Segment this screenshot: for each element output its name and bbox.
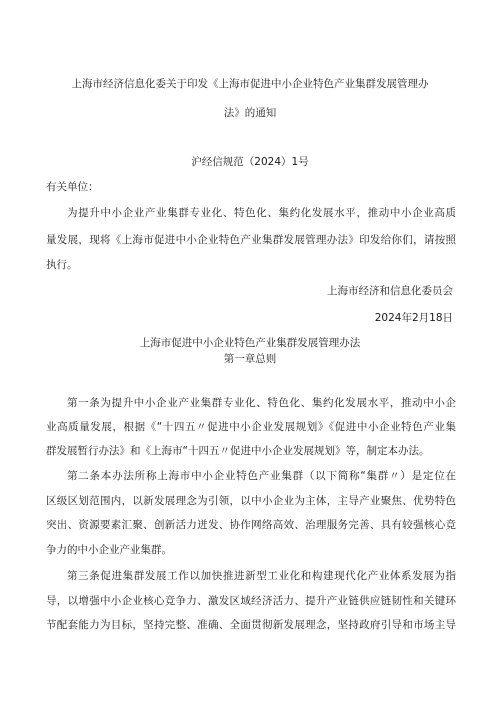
notice-title-line-1: 上海市经济信息化委关于印发《上海市促进中小企业特色产业集群发展管理办 (71, 78, 429, 90)
article-2-line-1: 第二条本办法所称上海市中小企业特色产业集群（以下简称“集群〃）是定位在 (67, 470, 456, 482)
issue-date: 2024年2月18日 (374, 312, 453, 324)
notice-title-line-2: 法》的通知 (223, 107, 277, 119)
article-3-line-2: 导，以增强中小企业核心竞争力、激发区域经济活力、提升产业链供应链韧性和关键环 (46, 595, 456, 607)
issuer-signature: 上海市经济和信息化委员会 (327, 285, 453, 297)
chapter-title: 第一章总则 (223, 353, 277, 365)
salutation: 有关单位： (46, 181, 99, 193)
notice-paragraph-line-3: 执行。 (46, 259, 78, 271)
article-2-line-3: 突出、资源要素汇聚、创新活力迸发、协作网络高效、治理服务完善、具有较强核心竞 (46, 519, 456, 531)
article-1-line-2: 业高质量发展，根据《“十四五〃促进中小企业发展规划》《促进中小企业特色产业集 (46, 421, 456, 433)
article-3-line-1: 第三条促进集群发展工作以加快推进新型工业化和构建现代化产业体系发展为指 (67, 570, 456, 582)
document-number: 沪经信规范（2024）1号 (191, 156, 309, 168)
measures-title: 上海市促进中小企业特色产业集群发展管理办法 (139, 337, 361, 349)
article-2-line-2: 区级区划范围内，以新发展理念为引领，以中小企业为主体，主导产业聚焦、优势特色 (46, 495, 456, 507)
article-3-line-3: 节配套能力为目标，坚持完整、准确、全面贯彻新发展理念，坚持政府引导和市场主导 (46, 619, 456, 631)
article-1-line-1: 第一条为提升中小企业产业集群专业化、特色化、集约化发展水平，推动中小企 (67, 397, 456, 409)
article-2-line-4: 争力的中小企业产业集群。 (46, 544, 172, 556)
notice-paragraph-line-1: 为提升中小企业产业集群专业化、特色化、集约化发展水平，推动中小企业高质 (67, 207, 456, 219)
article-1-line-3: 群发展暂行办法》和《上海市“十四五〃促进中小企业发展规划》等，制定本办法。 (46, 445, 430, 457)
notice-paragraph-line-2: 量发展，现将《上海市促进中小企业特色产业集群发展管理办法》印发给你们，请按照 (46, 234, 456, 246)
